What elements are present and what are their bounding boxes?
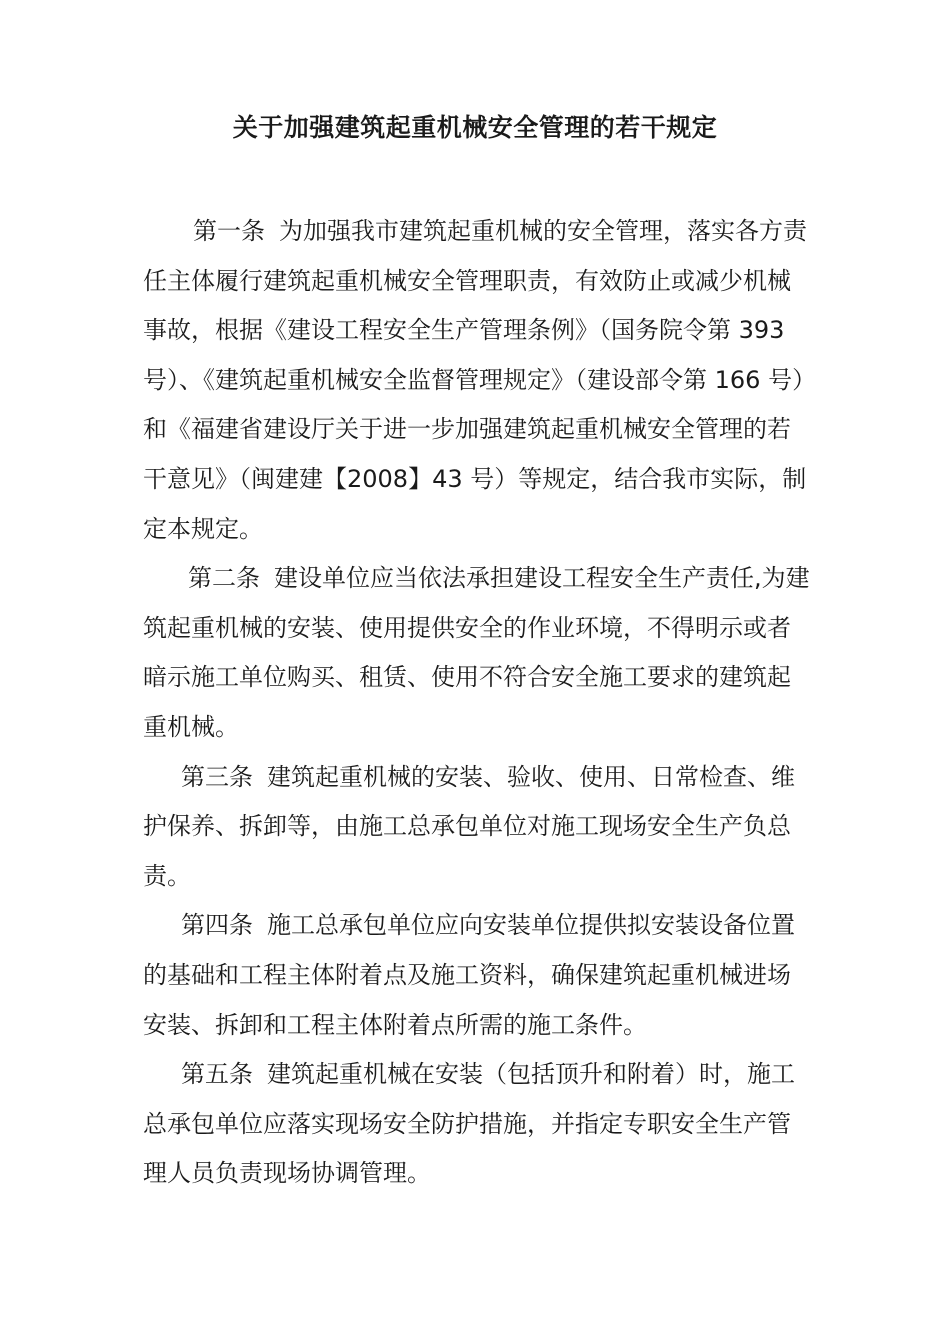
article-number: 第五条 <box>181 1060 253 1089</box>
document-title: 关于加强建筑起重机械安全管理的若干规定 <box>232 113 718 142</box>
article-5 <box>143 1050 813 1199</box>
article-text: 施工总承包单位应向安装单位提供拟安装设备位置的基础和工程主体附着点及施工资料，确保建筑起重机械进场安装、拆卸和工程主体附着点所需的施工条件。 <box>143 911 795 1039</box>
document-body <box>143 207 813 1199</box>
article-number: 第四条 <box>181 911 253 940</box>
article-4 <box>143 901 813 1050</box>
article-number: 第三条 <box>181 762 253 791</box>
article-3 <box>143 753 813 902</box>
article-text: 为加强我市建筑起重机械的安全管理，落实各方责任主体履行建筑起重机械安全管理职责，有效防止或减少机械事故，根据《建设工程安全生产管理条例》（国务院令第 393 号）、《建筑起重机械安全监督管理规定》（建设部令第 166 号）和《福建省建设厅关于进一步加强建筑起重机械安全管理的若干意见》（闽建建【2008】43 号）等规定，结合我市实际，制定本规定。 <box>143 217 807 543</box>
article-text: 建筑起重机械在安装（包括顶升和附着）时，施工总承包单位应落实现场安全防护措施，并指定专职安全生产管理人员负责现场协调管理。 <box>143 1060 795 1188</box>
article-text: 建筑起重机械的安装、验收、使用、日常检查、维护保养、拆卸等，由施工总承包单位对施工现场安全生产负总责。 <box>143 762 795 890</box>
article-number: 第二条 <box>188 564 260 593</box>
article-2 <box>143 554 813 752</box>
article-number: 第一条 <box>193 217 265 245</box>
article-text: 建设单位应当依法承担建设工程安全生产责任,为建筑起重机械的安装、使用提供安全的作业环境，不得明示或者暗示施工单位购买、租赁、使用不符合安全施工要求的建筑起重机械。 <box>143 564 810 741</box>
article-1 <box>143 207 813 554</box>
